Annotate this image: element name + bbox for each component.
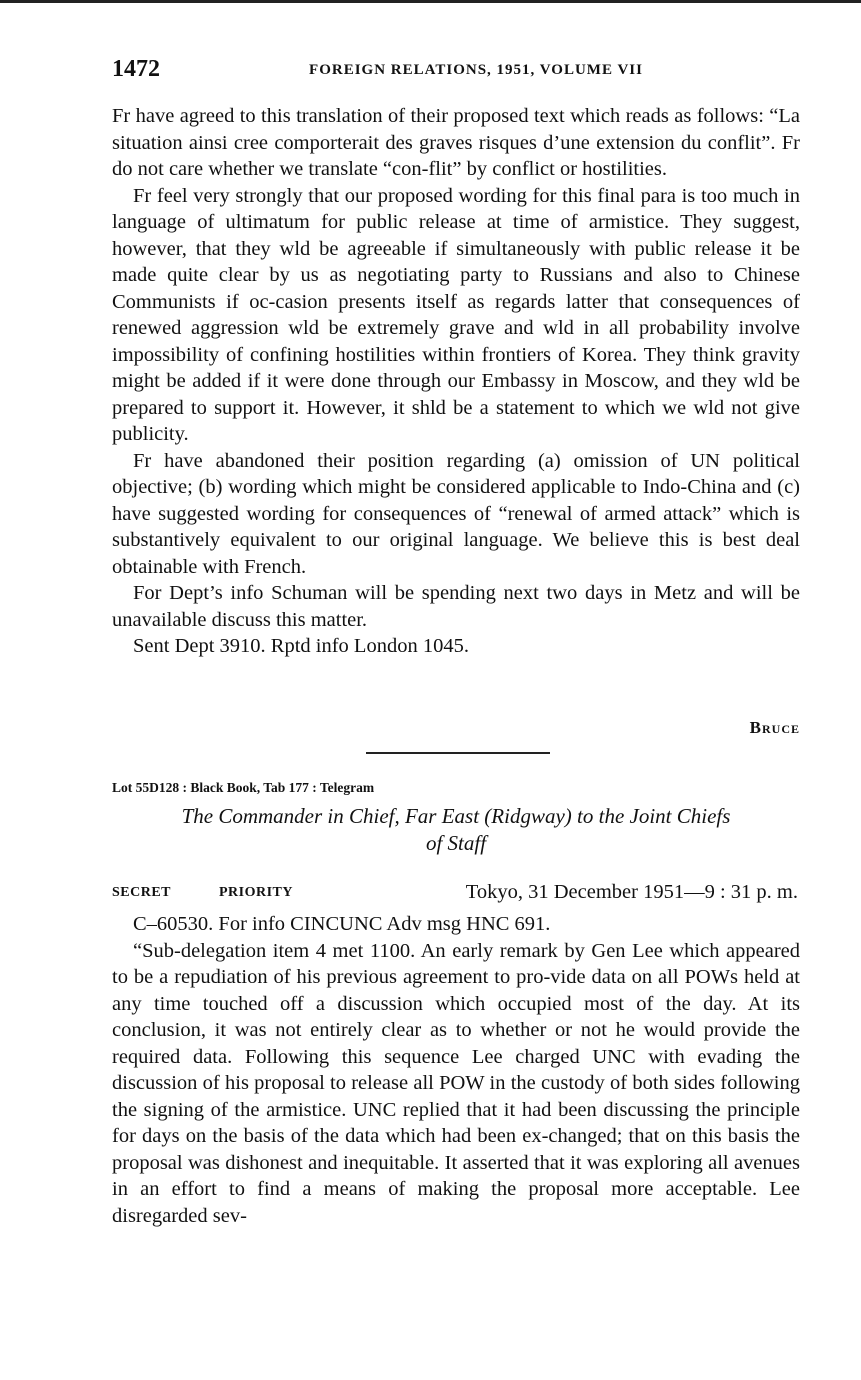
paragraph: “Sub-delegation item 4 met 1100. An early remark by Gen Lee which appeared to be a repudiation of his previous agreement to pro-vide data on all POWs held at any time touched off a discussion which occupied most of the day. At its conclusion, it was not entirely clear as to whether or not he would provide the required data. Following this sequence Lee charged UNC with evading the discussion of his proposal to release all POW in the custody of both sides following the signing of the armistice. UNC replied that it had been discussing the principle for days on the basis of the data which had been ex-changed; that on this basis the proposal was dishonest and inequitable. It asserted that it was exploring all avenues in an effort to find a means of making the proposal more acceptable. Lee disregarded sev- [112,939,800,1227]
paragraph: Fr feel very strongly that our proposed wording for this final para is too much in language of ultimatum for public release at time of armistice. They suggest, however, that they wld be agreeable if simultaneously with public release it be made quite clear by us as negotiating party to Russians and also to Chinese Communists if oc-casion presents itself as regards latter that consequences of renewed aggression wld be extremely grave and wld in all probability involve impossibility of confining hostilities within frontiers of Korea. They think gravity might be added if it were done through our Embassy in Moscow, and they wld be prepared to support it. However, it shld be a statement to which we wld not give publicity. [112,184,800,445]
paragraph: C–60530. For info CINCUNC Adv msg HNC 691. [133,913,551,935]
paragraph: For Dept’s info Schuman will be spending next two days in Metz and will be unavailable discuss this matter. [112,582,800,631]
telegram-meta [112,881,800,907]
document-2-body [112,911,800,1229]
section-divider [366,752,550,754]
paragraph: Sent Dept 3910. Rptd info London 1045. [133,635,469,657]
document-title-line-1: The Commander in Chief, Far East (Ridgway) to the Joint Chiefs [181,804,731,828]
page-header [112,56,800,86]
page-number: 1472 [112,56,160,82]
paragraph: Fr have agreed to this translation of their proposed text which reads as follows: “La situation ainsi cree comporterait des graves risques d’une extension du conflit”. Fr do not care whether we translate “con-flit” by conflict or hostilities. [112,105,800,180]
document-title [112,803,800,857]
source-note: Lot 55D128 : Black Book, Tab 177 : Telegram [112,780,375,795]
document-1-body [112,103,800,660]
priority: PRIORITY [219,885,294,900]
signature: Bruce [749,718,800,737]
place-date: Tokyo, 31 December 1951—9 : 31 p. m. [465,881,798,903]
classification: SECRET [112,885,172,900]
running-title: FOREIGN RELATIONS, 1951, VOLUME VII [309,62,643,78]
document-title-line-2: of Staff [425,831,487,855]
top-edge-line [0,0,861,3]
paragraph: Fr have abandoned their position regarding (a) omission of UN political objective; (b) wording which might be considered applicable to Indo-China and (c) have suggested wording for consequences of “renewal of armed attack” which is substantively equivalent to our original language. We believe this is best deal obtainable with French. [112,449,800,578]
